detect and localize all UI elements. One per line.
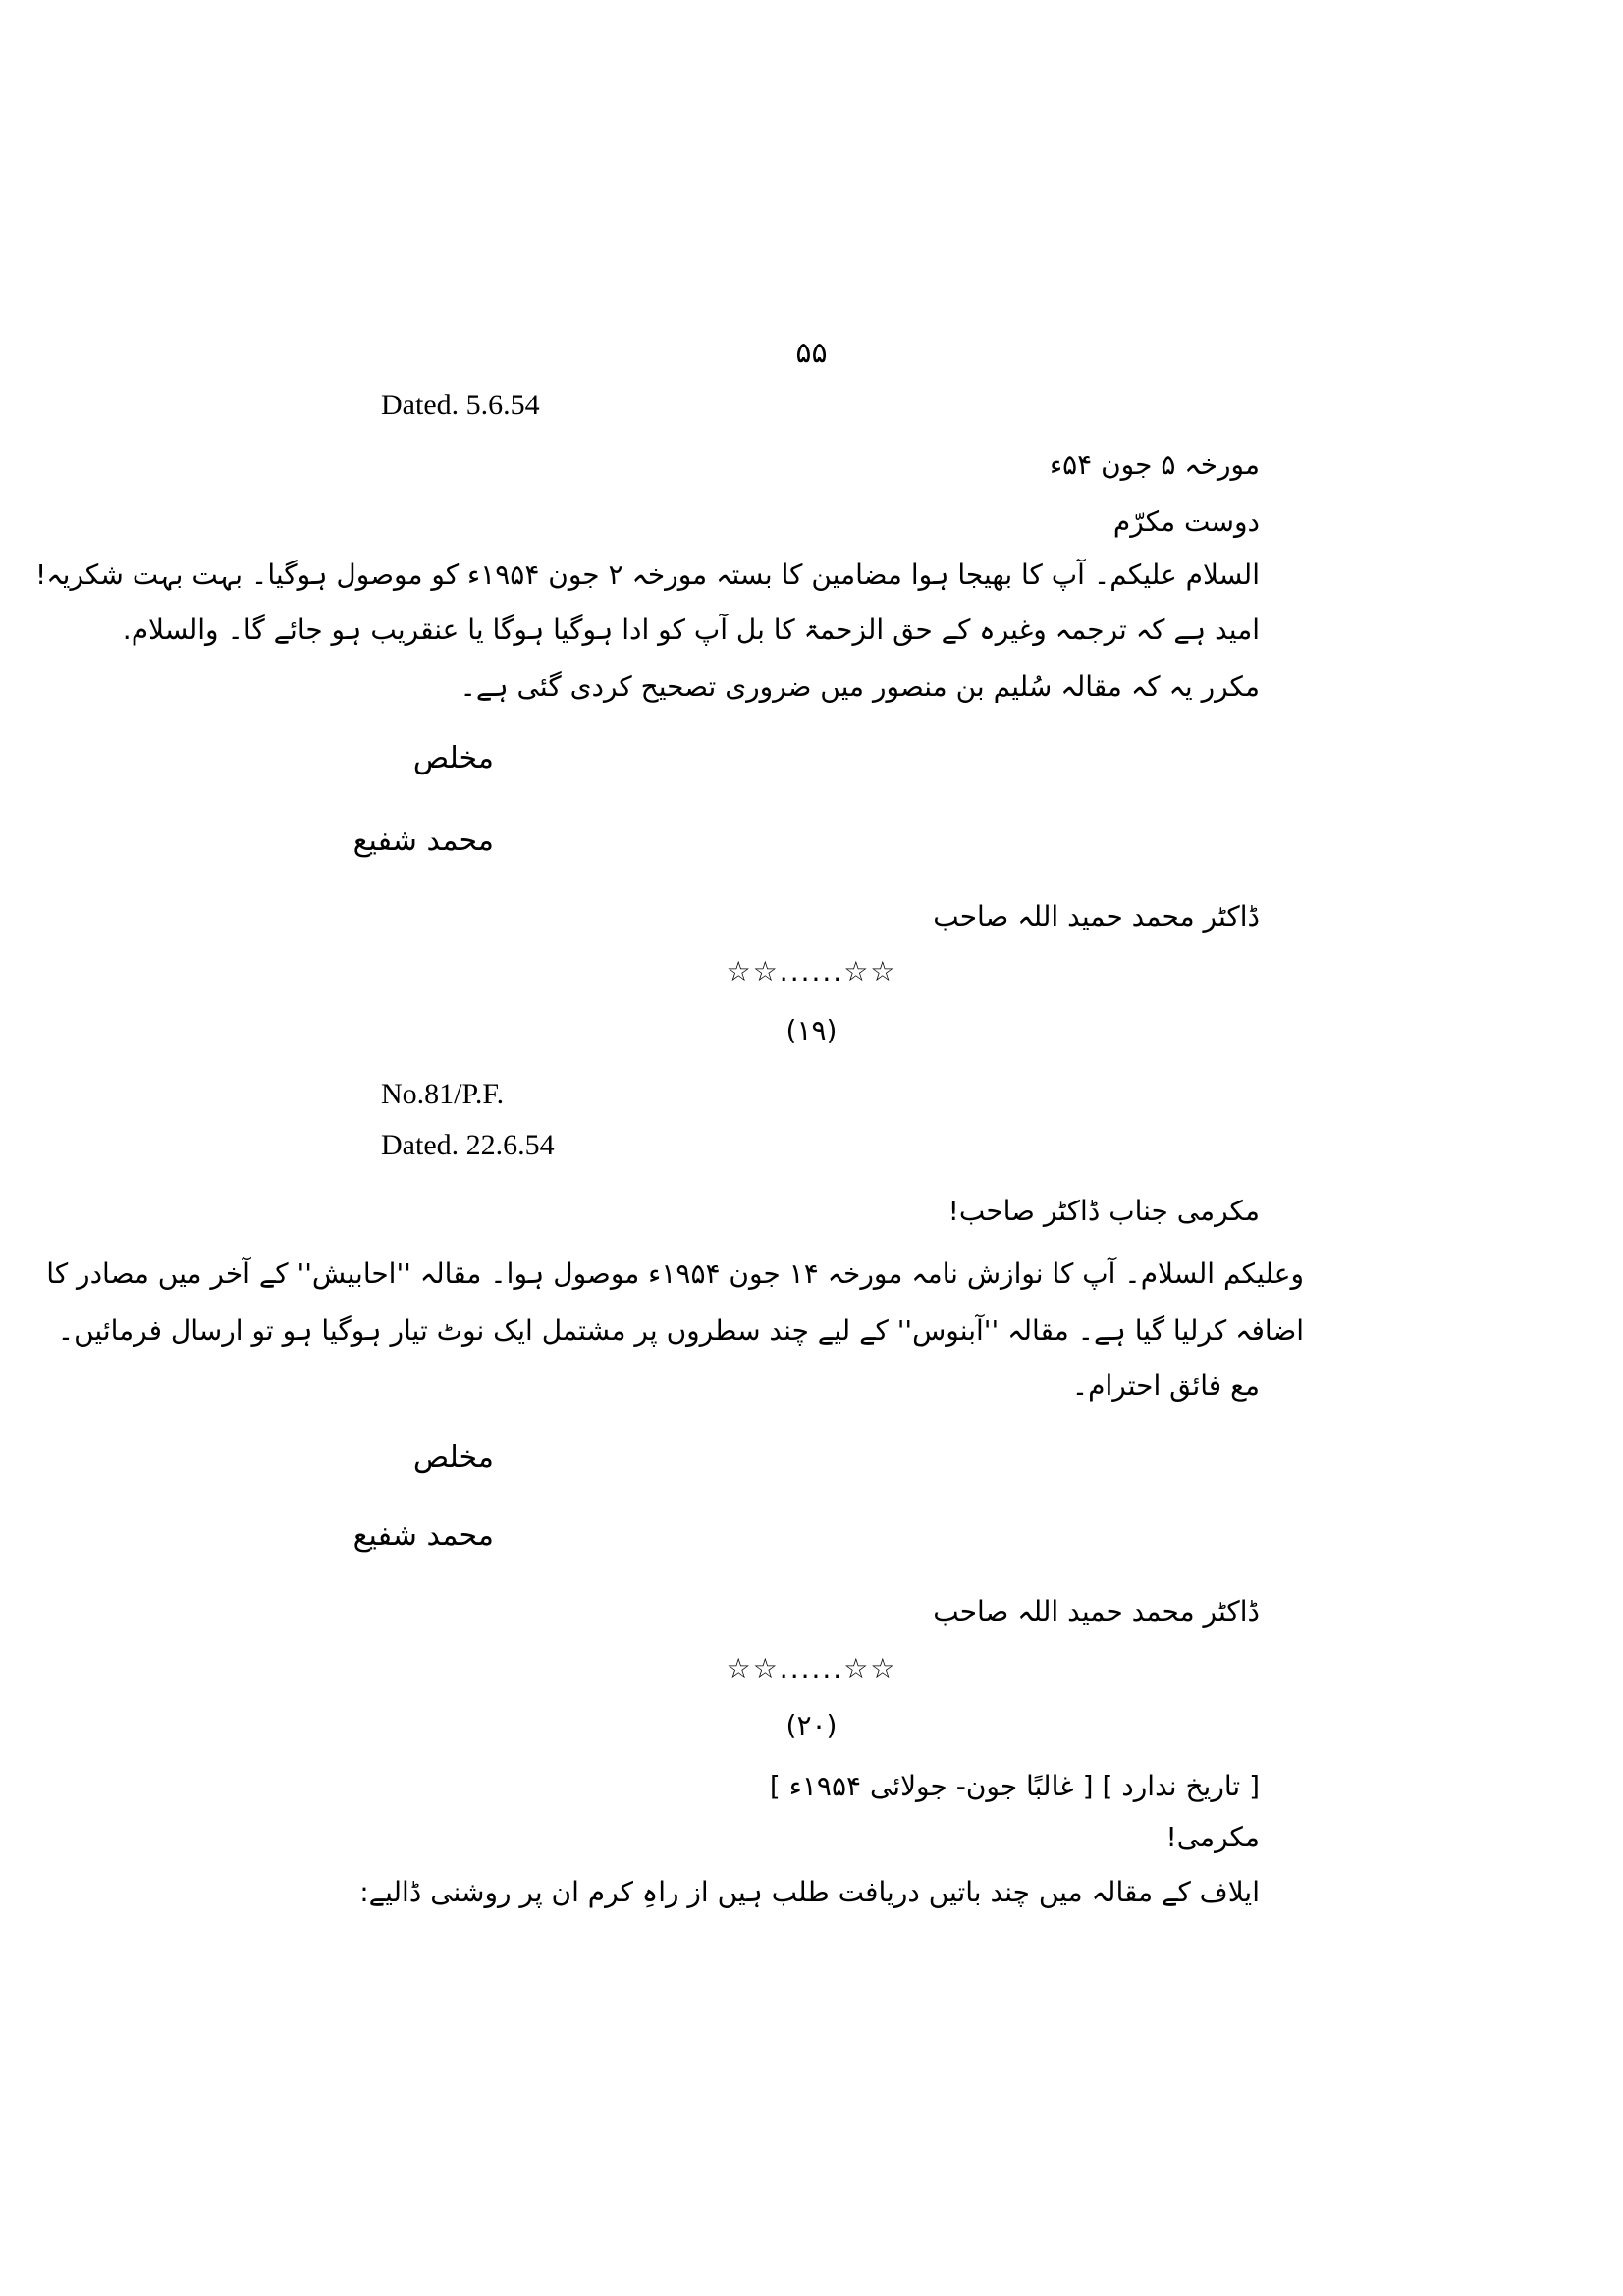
letter2-addressee: ڈاکٹر محمد حمید اللہ صاحب bbox=[933, 1595, 1260, 1628]
letter1-salutation: دوست مکرّم bbox=[1112, 506, 1260, 538]
letter2-ref: No.81/P.F. bbox=[381, 1078, 505, 1110]
letter3-body-line1: ایلاف کے مقالہ میں چند باتیں دریافت طلب ہیں از راہِ کرم ان پر روشنی ڈالیے: bbox=[359, 1876, 1260, 1908]
letter2-number: (۱۹) bbox=[785, 1014, 838, 1046]
letter2-body-line2: اضافہ کرلیا گیا ہے۔ مقالہ ''آبنوس'' کے لیے چند سطروں پر مشتمل ایک نوٹ تیار ہوگیا ہو تو ارسال فرمائیں۔ bbox=[57, 1314, 1304, 1347]
page-number: ۵۵ bbox=[795, 336, 828, 370]
letter2-body-line3: مع فائق احترام۔ bbox=[1071, 1369, 1260, 1402]
letter3-salutation: مکرمی! bbox=[1165, 1821, 1260, 1853]
letter2-closing: مخلص bbox=[412, 1440, 494, 1474]
letter1-addressee: ڈاکٹر محمد حمید اللہ صاحب bbox=[933, 900, 1260, 933]
letter2-separator: ☆☆......☆☆ bbox=[726, 1652, 897, 1684]
letter1-body-line1: السلام علیکم۔ آپ کا بھیجا ہوا مضامین کا بستہ مورخہ ۲ جون ۱۹۵۴ء کو موصول ہوگیا۔ بہت بہت شکریہ! bbox=[35, 559, 1260, 591]
letter1-date-urdu: مورخہ ۵ جون ۵۴ء bbox=[1049, 449, 1260, 481]
letter2-signature: محمد شفیع bbox=[352, 1519, 494, 1553]
letter2-body-line1: وعلیکم السلام۔ آپ کا نوازش نامہ مورخہ ۱۴ جون ۱۹۵۴ء موصول ہوا۔ مقالہ ''احابیش'' کے آخر میں مصادر کا bbox=[46, 1257, 1304, 1290]
letter3-number: (۲۰) bbox=[785, 1709, 838, 1741]
letter1-signature: محمد شفیع bbox=[352, 824, 494, 858]
letter1-body-line2: امید ہے کہ ترجمہ وغیرہ کے حق الزحمۃ کا بل آپ کو ادا ہوگیا ہوگا یا عنقریب ہو جائے گا۔ والسلام. bbox=[122, 614, 1260, 646]
letter2-salutation: مکرمی جناب ڈاکٹر صاحب! bbox=[947, 1195, 1260, 1227]
letter1-body-line3: مکرر یہ کہ مقالہ سُلیم بن منصور میں ضروری تصحیح کردی گئی ہے۔ bbox=[460, 670, 1260, 703]
letter1-closing: مخلص bbox=[412, 741, 494, 775]
letter1-separator: ☆☆......☆☆ bbox=[726, 955, 897, 988]
letter2-dated: Dated. 22.6.54 bbox=[381, 1129, 555, 1161]
letter3-date-note: [ تاریخ ندارد ] [ غالبًا جون- جولائی ۱۹۵۴ء ] bbox=[769, 1770, 1260, 1802]
letter1-dated: Dated. 5.6.54 bbox=[381, 389, 540, 421]
